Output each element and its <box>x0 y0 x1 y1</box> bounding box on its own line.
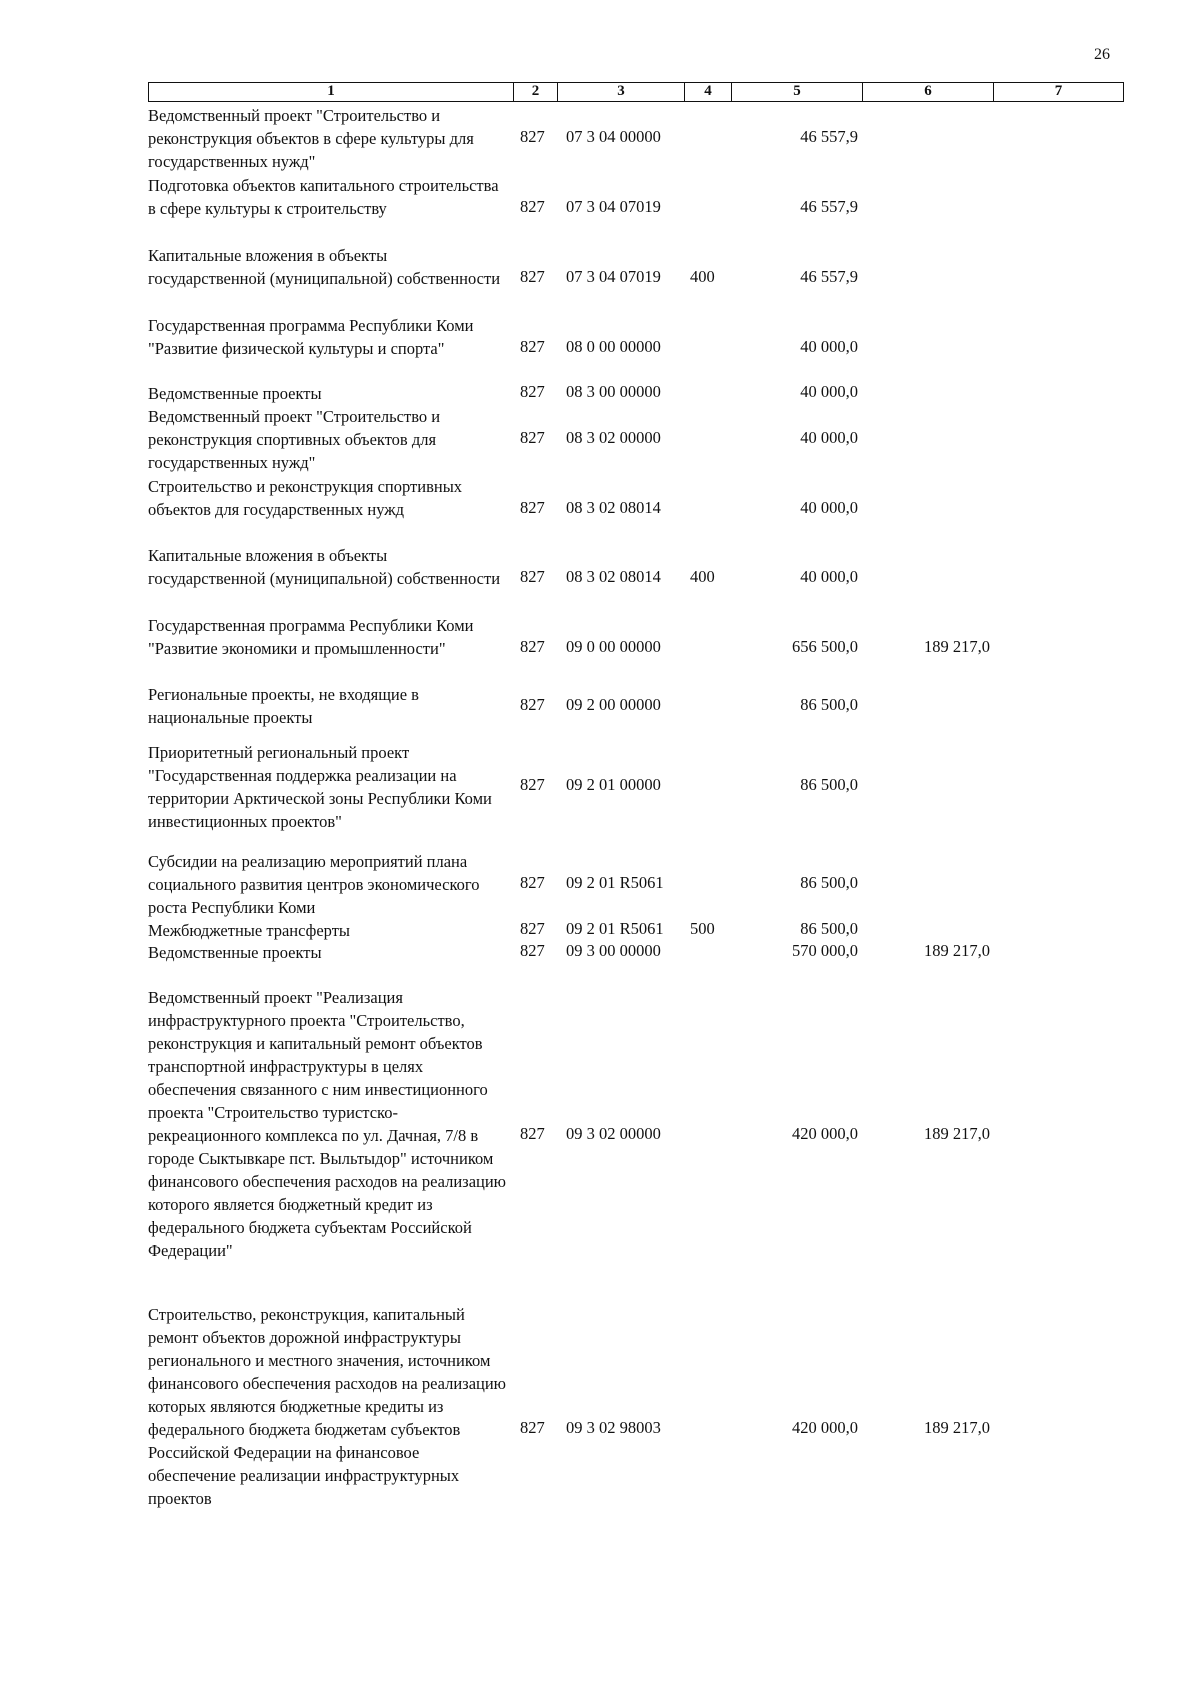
row-amount: 86 500,0 <box>800 919 858 938</box>
row-amount: 420 000,0 <box>792 1124 858 1143</box>
header-col-6: 6 <box>862 83 993 101</box>
row-target-code: 08 0 00 00000 <box>566 337 661 356</box>
row-target-code: 09 3 00 00000 <box>566 941 661 960</box>
row-admin-code: 827 <box>520 498 545 517</box>
row-target-code: 07 3 04 07019 <box>566 267 661 286</box>
row-name: Ведомственный проект "Реализация инфраструктурного проекта "Строительство, реконструкция и капитальный ремонт объектов транспортной инфраструктуры в целях обеспечения связанного с ним инвестиционного проекта "Строительство туристско-рекреационного комплекса по ул. Дачная, 7/8 в городе Сыктывкаре пст. Выльтыдор" источником финансового обеспечения расходов на реализацию которого является бюджетный кредит из федерального бюджета субъектам Российской Федерации" <box>148 988 507 1260</box>
row-amount: 40 000,0 <box>800 567 858 586</box>
row-target-code: 09 0 00 00000 <box>566 637 661 656</box>
page-number: 26 <box>1094 46 1110 63</box>
row-amount-2: 189 217,0 <box>924 941 990 960</box>
row-amount: 86 500,0 <box>800 775 858 794</box>
row-amount: 420 000,0 <box>792 1418 858 1437</box>
row-target-code: 08 3 02 08014 <box>566 498 661 517</box>
header-col-3: 3 <box>557 83 684 101</box>
row-name: Приоритетный региональный проект "Государственная поддержка реализации на территории Арктической зоны Республики Коми инвестиционных проектов" <box>148 743 492 831</box>
header-col-4: 4 <box>684 83 731 101</box>
row-amount: 86 500,0 <box>800 695 858 714</box>
row-amount: 570 000,0 <box>792 941 858 960</box>
row-name: Ведомственные проекты <box>148 384 322 403</box>
row-admin-code: 827 <box>520 382 545 401</box>
header-col-7: 7 <box>993 83 1123 101</box>
row-admin-code: 827 <box>520 428 545 447</box>
row-target-code: 09 3 02 98003 <box>566 1418 661 1437</box>
row-amount: 40 000,0 <box>800 498 858 517</box>
row-name: Государственная программа Республики Коми "Развитие экономики и промышленности" <box>148 616 474 658</box>
header-col-5: 5 <box>731 83 862 101</box>
row-admin-code: 827 <box>520 941 545 960</box>
row-name: Государственная программа Республики Коми "Развитие физической культуры и спорта" <box>148 316 474 358</box>
row-amount-2: 189 217,0 <box>924 637 990 656</box>
header-col-2: 2 <box>513 83 557 101</box>
row-expense-type: 400 <box>690 267 715 286</box>
row-admin-code: 827 <box>520 637 545 656</box>
row-amount: 40 000,0 <box>800 382 858 401</box>
row-name: Строительство, реконструкция, капитальный ремонт объектов дорожной инфраструктуры регионального и местного значения, источником финансового обеспечения расходов на реализацию которых являются бюджетные кредиты из федерального бюджета бюджетам субъектов Российской Федерации на финансовое обеспечение реализации инфраструктурных проектов <box>148 1305 507 1508</box>
row-admin-code: 827 <box>520 919 545 938</box>
row-target-code: 07 3 04 07019 <box>566 197 661 216</box>
row-expense-type: 500 <box>690 919 715 938</box>
row-target-code: 08 3 00 00000 <box>566 382 661 401</box>
row-expense-type: 400 <box>690 567 715 586</box>
row-amount: 46 557,9 <box>800 197 858 216</box>
table-header <box>148 82 1124 102</box>
row-name: Строительство и реконструкция спортивных объектов для государственных нужд <box>148 477 463 519</box>
row-amount: 46 557,9 <box>800 127 858 146</box>
row-name: Ведомственный проект "Строительство и реконструкция объектов в сфере культуры для государственных нужд" <box>148 106 474 171</box>
row-name: Межбюджетные трансферты <box>148 921 351 940</box>
row-name: Субсидии на реализацию мероприятий плана социального развития центров экономического роста Республики Коми <box>148 852 480 917</box>
row-admin-code: 827 <box>520 1418 545 1437</box>
row-admin-code: 827 <box>520 775 545 794</box>
row-target-code: 09 2 01 00000 <box>566 775 661 794</box>
row-amount: 40 000,0 <box>800 428 858 447</box>
row-admin-code: 827 <box>520 127 545 146</box>
row-admin-code: 827 <box>520 567 545 586</box>
header-col-1: 1 <box>327 83 335 99</box>
row-target-code: 08 3 02 00000 <box>566 428 661 447</box>
row-admin-code: 827 <box>520 197 545 216</box>
row-admin-code: 827 <box>520 695 545 714</box>
row-amount: 86 500,0 <box>800 873 858 892</box>
row-amount: 656 500,0 <box>792 637 858 656</box>
row-name: Капитальные вложения в объекты государственной (муниципальной) собственности <box>148 546 501 588</box>
row-admin-code: 827 <box>520 267 545 286</box>
row-target-code: 09 3 02 00000 <box>566 1124 661 1143</box>
row-target-code: 09 2 01 R5061 <box>566 919 664 938</box>
row-name: Капитальные вложения в объекты государственной (муниципальной) собственности <box>148 246 501 288</box>
row-amount-2: 189 217,0 <box>924 1418 990 1437</box>
row-target-code: 09 2 00 00000 <box>566 695 661 714</box>
row-admin-code: 827 <box>520 337 545 356</box>
row-target-code: 09 2 01 R5061 <box>566 873 664 892</box>
row-name: Подготовка объектов капитального строительства в сфере культуры к строительству <box>148 176 499 218</box>
row-amount: 46 557,9 <box>800 267 858 286</box>
row-amount: 40 000,0 <box>800 337 858 356</box>
row-name: Ведомственный проект "Строительство и реконструкция спортивных объектов для государственных нужд" <box>148 407 441 472</box>
row-admin-code: 827 <box>520 1124 545 1143</box>
row-target-code: 07 3 04 00000 <box>566 127 661 146</box>
row-admin-code: 827 <box>520 873 545 892</box>
row-amount-2: 189 217,0 <box>924 1124 990 1143</box>
row-target-code: 08 3 02 08014 <box>566 567 661 586</box>
row-name: Региональные проекты, не входящие в национальные проекты <box>148 685 419 727</box>
row-name: Ведомственные проекты <box>148 943 322 962</box>
